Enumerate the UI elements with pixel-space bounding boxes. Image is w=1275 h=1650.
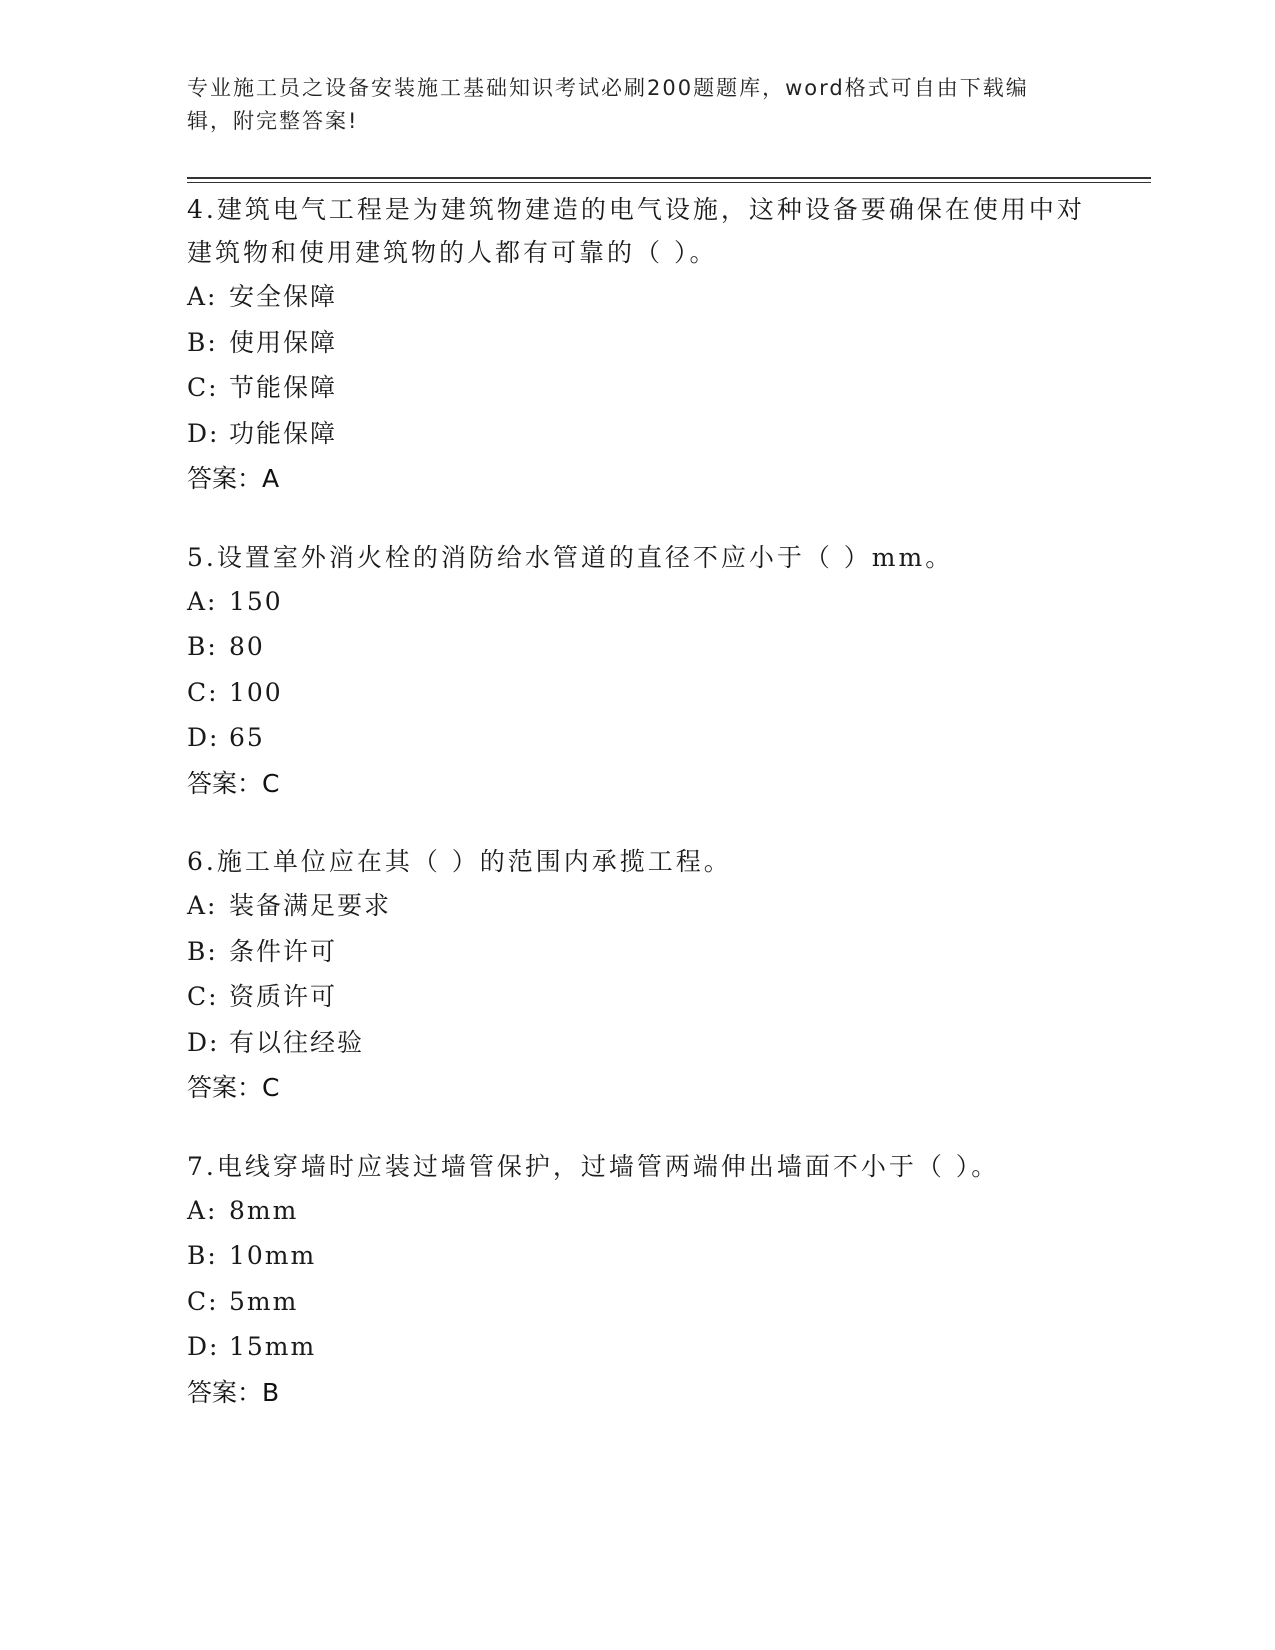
option-letter: C: (187, 982, 219, 1011)
answer-label: 答案： (187, 464, 263, 493)
option-a (187, 579, 1087, 625)
option-text: 5mm (229, 1286, 299, 1316)
option-text: 65 (229, 723, 265, 752)
option-d (187, 411, 1087, 457)
option-letter: A: (187, 586, 218, 616)
answer-label: 答案： (187, 768, 263, 798)
option-text: 10mm (229, 1241, 317, 1270)
answer-line (187, 1370, 1087, 1416)
option-d (187, 715, 1087, 761)
option-text: 80 (229, 632, 265, 661)
option-c (187, 974, 1087, 1020)
question-list (187, 188, 1087, 1449)
option-text: 150 (229, 586, 283, 616)
option-text: 资质许可 (229, 982, 338, 1011)
option-letter: C: (187, 373, 219, 402)
option-b (187, 1233, 1087, 1279)
option-letter: D: (187, 1027, 220, 1057)
option-letter: C: (187, 1286, 219, 1316)
answer-value: C (262, 768, 280, 798)
option-text: 有以往经验 (229, 1027, 365, 1057)
option-d (187, 1020, 1087, 1066)
option-text: 节能保障 (229, 373, 338, 402)
answer-line (187, 456, 1087, 502)
option-text: 条件许可 (229, 936, 338, 966)
option-letter: D: (187, 418, 220, 448)
option-a (187, 883, 1087, 929)
answer-value: B (262, 1377, 280, 1407)
option-b (187, 624, 1087, 670)
option-text: 100 (229, 677, 283, 707)
option-letter: A: (187, 891, 218, 920)
option-a (187, 1188, 1087, 1234)
question-7 (187, 1145, 1087, 1416)
option-letter: B: (187, 327, 218, 357)
option-a (187, 274, 1087, 320)
option-letter: A: (187, 282, 218, 311)
header-divider-thin (187, 182, 1151, 183)
option-c (187, 1279, 1087, 1325)
option-b (187, 320, 1087, 366)
option-letter: C: (187, 677, 219, 707)
document-header: 专业施工员之设备安装施工基础知识考试必刷200题题库，word格式可自由下载编辑，附完整答案! (187, 76, 1029, 133)
option-letter: D: (187, 1332, 220, 1361)
question-5 (187, 536, 1087, 807)
option-text: 安全保障 (229, 282, 338, 311)
option-c (187, 670, 1087, 716)
option-text: 使用保障 (229, 327, 338, 357)
question-stem: 7.电线穿墙时应装过墙管保护，过墙管两端伸出墙面不小于（ ）。 (187, 1151, 1000, 1181)
answer-label: 答案： (187, 1377, 263, 1407)
option-d (187, 1324, 1087, 1370)
option-letter: B: (187, 632, 218, 661)
question-stem: 4.建筑电气工程是为建筑物建造的电气设施，这种设备要确保在使用中对建筑物和使用建筑物的人都有可靠的（ ）。 (187, 195, 1085, 267)
answer-line (187, 761, 1087, 807)
option-text: 功能保障 (229, 418, 338, 448)
question-4 (187, 188, 1087, 502)
option-text: 装备满足要求 (229, 891, 392, 920)
option-text: 8mm (229, 1195, 299, 1225)
answer-value: C (262, 1073, 280, 1102)
option-letter: A: (187, 1195, 218, 1225)
question-6 (187, 840, 1087, 1111)
option-letter: B: (187, 936, 218, 966)
answer-value: A (262, 464, 280, 493)
answer-label: 答案： (187, 1073, 263, 1102)
option-letter: B: (187, 1241, 218, 1270)
header-divider-thick (187, 177, 1151, 179)
question-stem: 5.设置室外消火栓的消防给水管道的直径不应小于（ ）mm。 (187, 542, 954, 572)
option-text: 15mm (229, 1332, 317, 1361)
option-b (187, 929, 1087, 975)
question-stem: 6.施工单位应在其（ ）的范围内承揽工程。 (187, 847, 732, 876)
answer-line (187, 1065, 1087, 1111)
option-letter: D: (187, 723, 220, 752)
option-c (187, 365, 1087, 411)
